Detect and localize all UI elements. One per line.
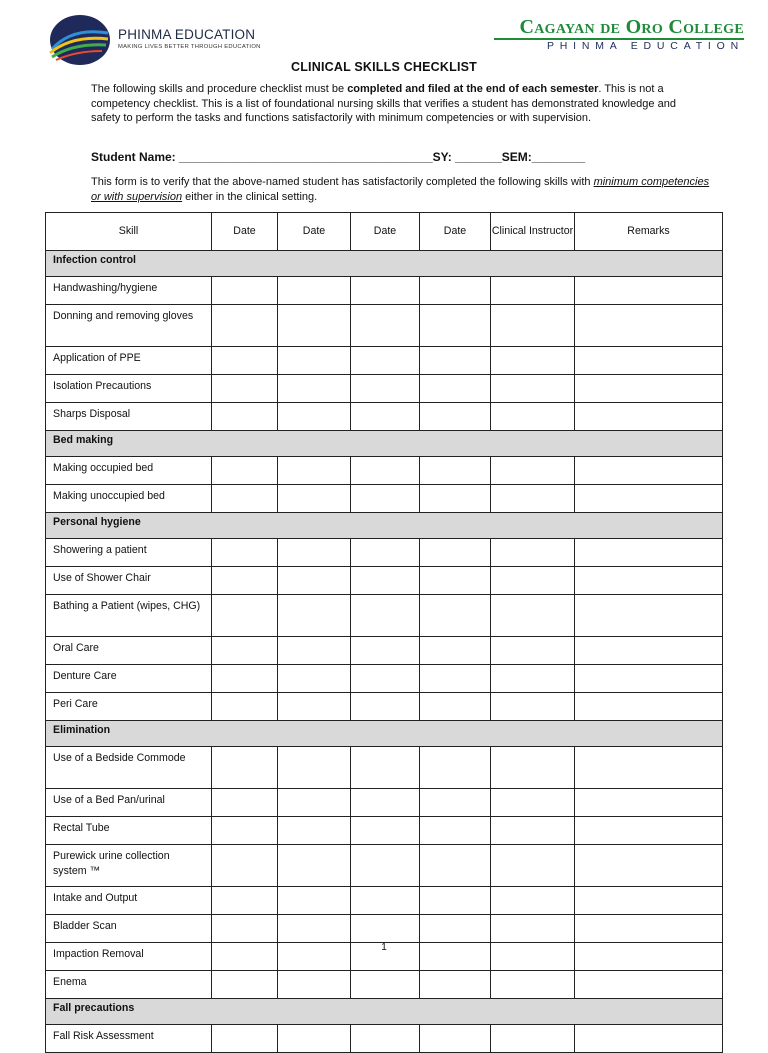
category-label: Fall precautions <box>46 999 723 1025</box>
page-number: 1 <box>381 942 387 953</box>
remarks-cell[interactable] <box>575 845 723 887</box>
date-1-cell[interactable] <box>212 595 278 637</box>
date-1-cell[interactable] <box>212 665 278 693</box>
date-4-cell[interactable] <box>420 817 491 845</box>
skill-name-cell: Bladder Scan <box>46 915 212 943</box>
date-4-cell[interactable] <box>420 485 491 513</box>
date-4-cell[interactable] <box>420 457 491 485</box>
clinical-instructor-cell[interactable] <box>491 845 575 887</box>
clinical-instructor-cell[interactable] <box>491 915 575 943</box>
skill-row <box>46 305 723 347</box>
intro-bold-text: completed and filed at the end of each semester <box>347 83 599 95</box>
clinical-instructor-cell[interactable] <box>491 567 575 595</box>
category-row <box>46 431 723 457</box>
date-3-cell[interactable] <box>351 567 420 595</box>
date-3-cell[interactable] <box>351 305 420 347</box>
college-logo <box>494 17 744 51</box>
date-2-cell[interactable] <box>278 277 351 305</box>
date-2-cell[interactable] <box>278 567 351 595</box>
category-row <box>46 721 723 747</box>
date-1-cell[interactable] <box>212 305 278 347</box>
date-3-cell[interactable] <box>351 971 420 999</box>
phinma-emblem-icon <box>46 13 112 67</box>
date-2-cell[interactable] <box>278 1025 351 1053</box>
skill-name-cell: Fall Risk Assessment <box>46 1025 212 1053</box>
clinical-instructor-cell[interactable] <box>491 539 575 567</box>
date-3-cell[interactable] <box>351 915 420 943</box>
date-3-cell[interactable] <box>351 747 420 789</box>
remarks-cell[interactable] <box>575 747 723 789</box>
date-1-cell[interactable] <box>212 347 278 375</box>
phinma-logo-tagline: MAKING LIVES BETTER THROUGH EDUCATION <box>118 44 261 50</box>
verify-text-1: This form is to verify that the above-named student has satisfactorily completed the following skills with <box>91 176 594 188</box>
student-name-line: Student Name: ______________________________________SY: _______SEM:________ <box>91 150 586 164</box>
date-2-cell[interactable] <box>278 665 351 693</box>
skill-row <box>46 457 723 485</box>
date-1-cell[interactable] <box>212 887 278 915</box>
skill-row <box>46 971 723 999</box>
date-1-cell[interactable] <box>212 971 278 999</box>
date-3-cell[interactable] <box>351 403 420 431</box>
date-1-cell[interactable] <box>212 277 278 305</box>
date-1-cell[interactable] <box>212 845 278 887</box>
document-title: CLINICAL SKILLS CHECKLIST <box>290 60 478 74</box>
date-3-cell[interactable] <box>351 789 420 817</box>
skill-name-cell: Application of PPE <box>46 347 212 375</box>
date-2-cell[interactable] <box>278 305 351 347</box>
skill-name-cell: Denture Care <box>46 665 212 693</box>
date-1-cell[interactable] <box>212 539 278 567</box>
college-subtitle: PHINMA EDUCATION <box>546 40 744 52</box>
skill-row <box>46 567 723 595</box>
date-4-cell[interactable] <box>420 567 491 595</box>
date-1-cell[interactable] <box>212 789 278 817</box>
date-2-cell[interactable] <box>278 485 351 513</box>
clinical-instructor-cell[interactable] <box>491 789 575 817</box>
skill-name-cell: Handwashing/hygiene <box>46 277 212 305</box>
clinical-instructor-cell[interactable] <box>491 971 575 999</box>
clinical-instructor-cell[interactable] <box>491 403 575 431</box>
skill-row <box>46 1025 723 1053</box>
skill-name-cell: Making unoccupied bed <box>46 485 212 513</box>
remarks-cell[interactable] <box>575 485 723 513</box>
clinical-instructor-cell[interactable] <box>491 305 575 347</box>
skill-row <box>46 595 723 637</box>
skill-name-cell: Intake and Output <box>46 887 212 915</box>
skill-row <box>46 347 723 375</box>
intro-paragraph <box>91 82 691 126</box>
clinical-instructor-cell[interactable] <box>491 637 575 665</box>
date-2-cell[interactable] <box>278 747 351 789</box>
date-2-cell[interactable] <box>278 789 351 817</box>
remarks-cell[interactable] <box>575 1025 723 1053</box>
date-1-cell[interactable] <box>212 375 278 403</box>
skill-row <box>46 539 723 567</box>
date-3-cell[interactable] <box>351 887 420 915</box>
header-date-3: Date <box>351 213 420 251</box>
date-3-cell[interactable] <box>351 845 420 887</box>
header-skill: Skill <box>46 213 212 251</box>
remarks-cell[interactable] <box>575 887 723 915</box>
clinical-instructor-cell[interactable] <box>491 457 575 485</box>
date-3-cell[interactable] <box>351 693 420 721</box>
date-4-cell[interactable] <box>420 403 491 431</box>
clinical-instructor-cell[interactable] <box>491 1025 575 1053</box>
clinical-instructor-cell[interactable] <box>491 887 575 915</box>
skill-name-cell: Use of a Bedside Commode <box>46 747 212 789</box>
date-4-cell[interactable] <box>420 845 491 887</box>
skill-name-cell: Impaction Removal <box>46 943 212 971</box>
skill-row <box>46 747 723 789</box>
skill-name-cell: Use of a Bed Pan/urinal <box>46 789 212 817</box>
skill-name-cell: Rectal Tube <box>46 817 212 845</box>
remarks-cell[interactable] <box>575 693 723 721</box>
header-clinical-instructor: Clinical Instructor <box>491 213 575 251</box>
skill-row <box>46 887 723 915</box>
category-label: Personal hygiene <box>46 513 723 539</box>
clinical-instructor-cell[interactable] <box>491 485 575 513</box>
remarks-cell[interactable] <box>575 789 723 817</box>
remarks-cell[interactable] <box>575 665 723 693</box>
skill-name-cell: Showering a patient <box>46 539 212 567</box>
intro-text-1: The following skills and procedure checklist must be <box>91 83 348 95</box>
skill-name-cell: Sharps Disposal <box>46 403 212 431</box>
date-3-cell[interactable] <box>351 817 420 845</box>
skill-row <box>46 693 723 721</box>
category-row <box>46 513 723 539</box>
date-2-cell[interactable] <box>278 595 351 637</box>
date-1-cell[interactable] <box>212 485 278 513</box>
date-2-cell[interactable] <box>278 539 351 567</box>
date-4-cell[interactable] <box>420 347 491 375</box>
date-3-cell[interactable] <box>351 485 420 513</box>
phinma-logo <box>46 13 286 67</box>
skill-row <box>46 665 723 693</box>
skill-name-cell: Purewick urine collection system ™ <box>46 845 212 887</box>
clinical-instructor-cell[interactable] <box>491 595 575 637</box>
clinical-instructor-cell[interactable] <box>491 747 575 789</box>
table-header-row <box>46 213 723 251</box>
skills-checklist-table <box>45 212 723 1053</box>
skill-row <box>46 375 723 403</box>
remarks-cell[interactable] <box>575 277 723 305</box>
remarks-cell[interactable] <box>575 595 723 637</box>
verify-emphasis-text: minimum competencies or with supervision <box>91 176 710 203</box>
date-4-cell[interactable] <box>420 915 491 943</box>
date-1-cell[interactable] <box>212 693 278 721</box>
clinical-instructor-cell[interactable] <box>491 347 575 375</box>
category-row <box>46 999 723 1025</box>
date-1-cell[interactable] <box>212 567 278 595</box>
date-3-cell[interactable] <box>351 277 420 305</box>
category-label: Bed making <box>46 431 723 457</box>
date-3-cell[interactable] <box>351 665 420 693</box>
remarks-cell[interactable] <box>575 971 723 999</box>
date-1-cell[interactable] <box>212 915 278 943</box>
date-2-cell[interactable] <box>278 347 351 375</box>
intro-text-2: . This is not a competency checklist. This is a list of foundational nursing skills that verifies a student has demonstrated knowledge and safety to perform the tasks and functions satisfactorily with minimum competencies or with supervision. <box>91 83 676 125</box>
category-row <box>46 251 723 277</box>
skill-row <box>46 637 723 665</box>
date-2-cell[interactable] <box>278 845 351 887</box>
date-4-cell[interactable] <box>420 971 491 999</box>
header-date-1: Date <box>212 213 278 251</box>
date-2-cell[interactable] <box>278 915 351 943</box>
clinical-instructor-cell[interactable] <box>491 817 575 845</box>
skill-name-cell: Enema <box>46 971 212 999</box>
date-3-cell[interactable] <box>351 637 420 665</box>
date-4-cell[interactable] <box>420 595 491 637</box>
skill-name-cell: Oral Care <box>46 637 212 665</box>
skill-row <box>46 915 723 943</box>
skill-row <box>46 485 723 513</box>
header-remarks: Remarks <box>575 213 723 251</box>
date-4-cell[interactable] <box>420 1025 491 1053</box>
date-1-cell[interactable] <box>212 817 278 845</box>
skill-name-cell: Use of Shower Chair <box>46 567 212 595</box>
skill-name-cell: Donning and removing gloves <box>46 305 212 347</box>
date-4-cell[interactable] <box>420 693 491 721</box>
date-2-cell[interactable] <box>278 375 351 403</box>
verify-paragraph <box>91 175 711 204</box>
remarks-cell[interactable] <box>575 457 723 485</box>
remarks-cell[interactable] <box>575 403 723 431</box>
date-4-cell[interactable] <box>420 305 491 347</box>
skill-name-cell: Making occupied bed <box>46 457 212 485</box>
table-body <box>46 251 723 1053</box>
date-3-cell[interactable] <box>351 1025 420 1053</box>
date-4-cell[interactable] <box>420 637 491 665</box>
category-label: Infection control <box>46 251 723 277</box>
remarks-cell[interactable] <box>575 915 723 943</box>
clinical-instructor-cell[interactable] <box>491 375 575 403</box>
date-3-cell[interactable] <box>351 347 420 375</box>
remarks-cell[interactable] <box>575 375 723 403</box>
date-1-cell[interactable] <box>212 457 278 485</box>
date-4-cell[interactable] <box>420 887 491 915</box>
date-2-cell[interactable] <box>278 637 351 665</box>
date-2-cell[interactable] <box>278 693 351 721</box>
date-4-cell[interactable] <box>420 789 491 817</box>
date-3-cell[interactable] <box>351 595 420 637</box>
date-2-cell[interactable] <box>278 817 351 845</box>
category-label: Elimination <box>46 721 723 747</box>
date-3-cell[interactable] <box>351 539 420 567</box>
date-3-cell[interactable] <box>351 375 420 403</box>
skill-name-cell: Bathing a Patient (wipes, CHG) <box>46 595 212 637</box>
clinical-instructor-cell[interactable] <box>491 693 575 721</box>
skill-row <box>46 403 723 431</box>
date-4-cell[interactable] <box>420 747 491 789</box>
skill-name-cell: Isolation Precautions <box>46 375 212 403</box>
remarks-cell[interactable] <box>575 305 723 347</box>
date-4-cell[interactable] <box>420 539 491 567</box>
remarks-cell[interactable] <box>575 567 723 595</box>
skill-row <box>46 277 723 305</box>
skill-row <box>46 845 723 887</box>
date-4-cell[interactable] <box>420 277 491 305</box>
date-3-cell[interactable] <box>351 457 420 485</box>
date-2-cell[interactable] <box>278 887 351 915</box>
header-date-2: Date <box>278 213 351 251</box>
verify-text-2: either in the clinical setting. <box>182 190 318 203</box>
clinical-instructor-cell[interactable] <box>491 277 575 305</box>
skill-row <box>46 817 723 845</box>
date-2-cell[interactable] <box>278 457 351 485</box>
date-4-cell[interactable] <box>420 375 491 403</box>
date-4-cell[interactable] <box>420 665 491 693</box>
date-1-cell[interactable] <box>212 747 278 789</box>
remarks-cell[interactable] <box>575 817 723 845</box>
phinma-logo-name: PHINMA EDUCATION <box>118 27 256 42</box>
date-1-cell[interactable] <box>212 403 278 431</box>
skill-name-cell: Peri Care <box>46 693 212 721</box>
date-2-cell[interactable] <box>278 971 351 999</box>
remarks-cell[interactable] <box>575 347 723 375</box>
remarks-cell[interactable] <box>575 637 723 665</box>
header-date-4: Date <box>420 213 491 251</box>
clinical-instructor-cell[interactable] <box>491 665 575 693</box>
remarks-cell[interactable] <box>575 539 723 567</box>
date-1-cell[interactable] <box>212 637 278 665</box>
date-2-cell[interactable] <box>278 403 351 431</box>
date-1-cell[interactable] <box>212 1025 278 1053</box>
skill-row <box>46 789 723 817</box>
college-name: Cagayan de Oro College <box>519 16 744 38</box>
